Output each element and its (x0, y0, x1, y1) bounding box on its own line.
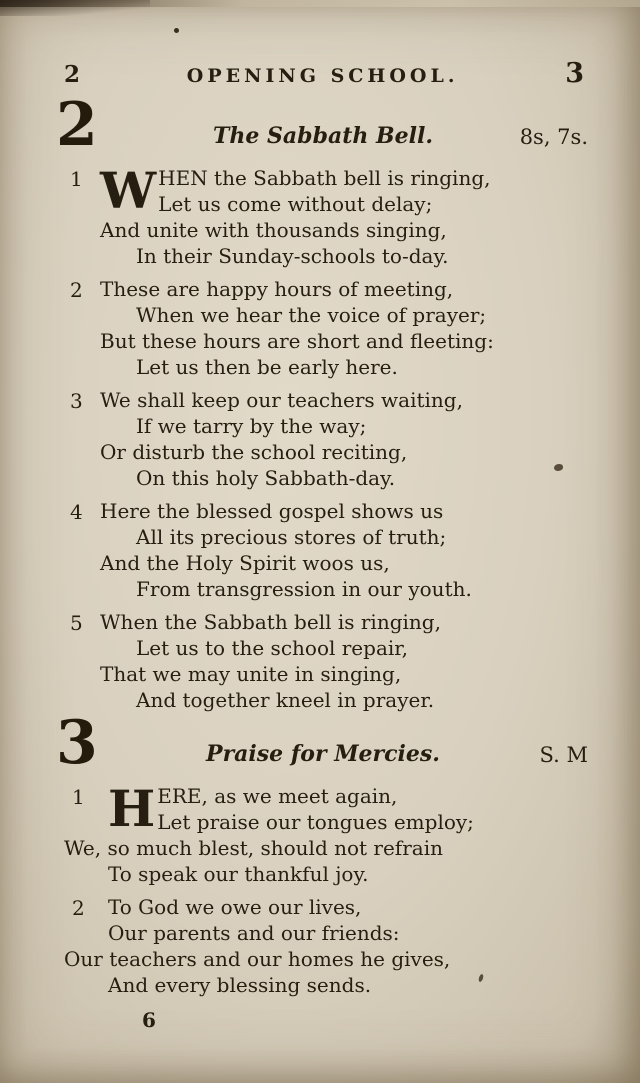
verse-line: When the Sabbath bell is ringing, (100, 610, 441, 634)
running-title: OPENING SCHOOL. (186, 65, 459, 87)
hymn-heading (56, 90, 590, 161)
verse-line: That we may unite in singing, (100, 662, 402, 686)
verse-line: ERE, as we meet again, (157, 784, 398, 808)
verse-line: Here the blessed gospel shows us (100, 499, 444, 523)
verse-number: 2 (72, 896, 85, 920)
verse-number: 1 (70, 167, 83, 191)
page-number-right: 3 (565, 58, 584, 89)
hymn-2 (56, 90, 590, 713)
dropcap-letter: W (100, 161, 155, 220)
dropcap-lines (157, 783, 474, 835)
verse-line: Our parents and our friends: (108, 921, 400, 945)
hymn-3 (56, 708, 590, 998)
verse-line: Let praise our tongues employ; (157, 810, 474, 834)
verse-line: In their Sunday-schools to-day. (136, 244, 449, 268)
verse (56, 161, 590, 269)
verse (56, 498, 590, 602)
verse-line: If we tarry by the way; (136, 414, 367, 438)
verse (56, 894, 590, 998)
hymn-title: The Sabbath Bell. (213, 123, 433, 149)
verse-line: And together kneel in prayer. (136, 688, 435, 712)
verse-line: HEN the Sabbath bell is ringing, (158, 166, 491, 190)
dropcap-letter: H (108, 779, 154, 838)
verse-line: Or disturb the school reciting, (100, 440, 408, 464)
verse-line: When we hear the voice of prayer; (136, 303, 487, 327)
dropcap-row (108, 779, 590, 838)
verse (56, 387, 590, 491)
verse-line: Our teachers and our homes he gives, (64, 947, 451, 971)
verse-line: And unite with thousands singing, (100, 218, 447, 242)
verse-number: 1 (72, 785, 85, 809)
dropcap-lines (158, 165, 490, 217)
verse (56, 609, 590, 713)
hymn-heading (56, 708, 590, 779)
verse-line: And every blessing sends. (108, 973, 372, 997)
verse (56, 779, 590, 887)
verse-number: 4 (70, 500, 83, 524)
verse-line: All its precious stores of truth; (136, 525, 447, 549)
verse-line: But these hours are short and fleeting: (100, 329, 494, 353)
verse-line: We, so much blest, should not refrain (64, 836, 443, 860)
verse-line: To speak our thankful joy. (108, 862, 369, 886)
verse-number: 3 (70, 389, 83, 413)
verse-number: 2 (70, 278, 83, 302)
page-footer-number: 6 (142, 1008, 156, 1032)
verse-line: Let us to the school repair, (136, 636, 408, 660)
hymns (56, 90, 590, 998)
verse-line: To God we owe our lives, (108, 895, 362, 919)
hymn-title: Praise for Mercies. (206, 741, 440, 767)
hymn-number: 3 (56, 708, 98, 778)
verse-line: We shall keep our teachers waiting, (100, 388, 463, 412)
verse-line: And the Holy Spirit woos us, (100, 551, 390, 575)
verse-line: From transgression in our youth. (136, 577, 472, 601)
hymn-number: 2 (56, 90, 98, 160)
verse-line: On this holy Sabbath-day. (136, 466, 396, 490)
verse-number: 5 (70, 611, 83, 635)
verse-line: These are happy hours of meeting, (100, 277, 454, 301)
page-number-left: 2 (64, 61, 81, 88)
page-header (56, 58, 590, 89)
hymn-meter: S. M (539, 743, 588, 767)
hymn-meter: 8s, 7s. (519, 125, 588, 149)
dropcap-row (100, 161, 590, 220)
verse-line: Let us come without delay; (158, 192, 433, 216)
verse-line: Let us then be early here. (136, 355, 398, 379)
verse (56, 276, 590, 380)
